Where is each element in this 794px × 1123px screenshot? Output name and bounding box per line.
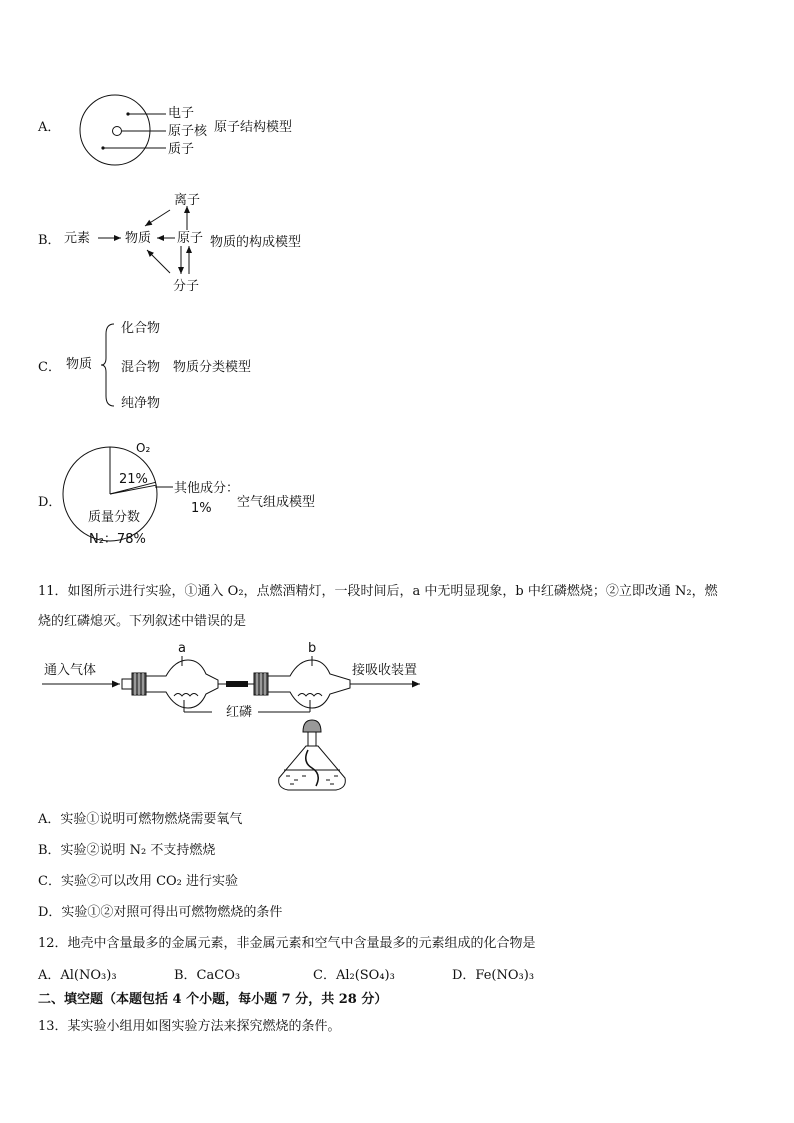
option-a-letter: A．: [38, 120, 61, 135]
figure-label-inlet: 通入气体: [44, 663, 97, 678]
classification-model-name: 物质分类模型: [173, 360, 252, 375]
label-nucleus: 原子核: [168, 124, 208, 139]
figure-label-b: b: [308, 641, 317, 656]
q11-option-a: A．实验①说明可燃物燃烧需要氧气: [38, 812, 243, 827]
connector-rubber: [226, 681, 248, 687]
q11-option-c: C．实验②可以改用 CO₂ 进行实验: [38, 874, 239, 889]
section-heading: 二、填空题（本题包括 4 个小题，每小题 7 分，共 28 分）: [38, 992, 388, 1007]
pie-label-n2: N₂：78%: [89, 532, 146, 547]
q12-option-d: D．Fe(NO₃)₃: [452, 968, 535, 983]
label-mixture: 混合物: [121, 360, 161, 375]
q12-option-a: A．Al(NO₃)₃: [38, 968, 117, 983]
figure-label-red-phosphorus: 红磷: [226, 705, 253, 720]
q12-stem: 12．地壳中含量最多的金属元素，非金属元素和空气中含量最多的元素组成的化合物是: [38, 936, 536, 951]
label-substance: 物质: [125, 231, 152, 246]
q12-option-b: B．CaCO₃: [174, 968, 241, 983]
lamp-wick-holder: [308, 732, 316, 746]
label-substance-c: 物质: [66, 357, 93, 372]
atom-nucleus-circle: [113, 127, 122, 136]
atom-model-name: 原子结构模型: [214, 120, 293, 135]
q11-stem-line1: 11．如图所示进行实验，①通入 O₂，点燃酒精灯，一段时间后，a 中无明显现象，b 中红磷燃烧；②立即改通 N₂，燃: [38, 584, 718, 599]
label-molecule: 分子: [173, 279, 200, 294]
label-electron: 电子: [168, 106, 195, 121]
pie-label-others: 其他成分：: [174, 481, 240, 496]
pie-label-o2: O₂: [136, 441, 151, 455]
q11-option-b: B．实验②说明 N₂ 不支持燃烧: [38, 843, 216, 858]
air-model-name: 空气组成模型: [237, 495, 316, 510]
pie-label-o2-pct: 21%: [119, 472, 148, 487]
q13-stem: 13．某实验小组用如图实验方法来探究燃烧的条件。: [38, 1019, 341, 1034]
atom-outer-circle: [80, 95, 150, 165]
option-c-letter: C．: [38, 360, 61, 375]
q12-option-c: C．Al₂(SO₄)₃: [313, 968, 395, 983]
q11-stem-line2: 烧的红磷熄灭。下列叙述中错误的是: [38, 614, 247, 629]
label-compound: 化合物: [121, 321, 161, 336]
label-element: 元素: [64, 231, 91, 246]
red-phosphorus-a: [174, 694, 198, 697]
label-atom: 原子: [177, 231, 204, 246]
classification-brace: [100, 322, 116, 408]
label-proton: 质子: [168, 142, 195, 157]
label-pure: 纯净物: [121, 396, 161, 411]
pie-label-others-pct: 1%: [191, 501, 212, 516]
red-phosphorus-b: [298, 694, 322, 697]
lamp-flame: [303, 720, 321, 732]
option-b-letter: B．: [38, 233, 61, 248]
figure-label-a: a: [178, 641, 186, 656]
composition-arrows: [95, 198, 215, 288]
label-ion: 离子: [174, 193, 201, 208]
option-d-letter: D．: [38, 495, 62, 510]
composition-model-name: 物质的构成模型: [210, 235, 302, 250]
pie-label-mass-fraction: 质量分数: [88, 510, 141, 525]
q11-option-d: D．实验①②对照可得出可燃物燃烧的条件: [38, 905, 283, 920]
figure-label-outlet: 接吸收装置: [352, 663, 418, 678]
